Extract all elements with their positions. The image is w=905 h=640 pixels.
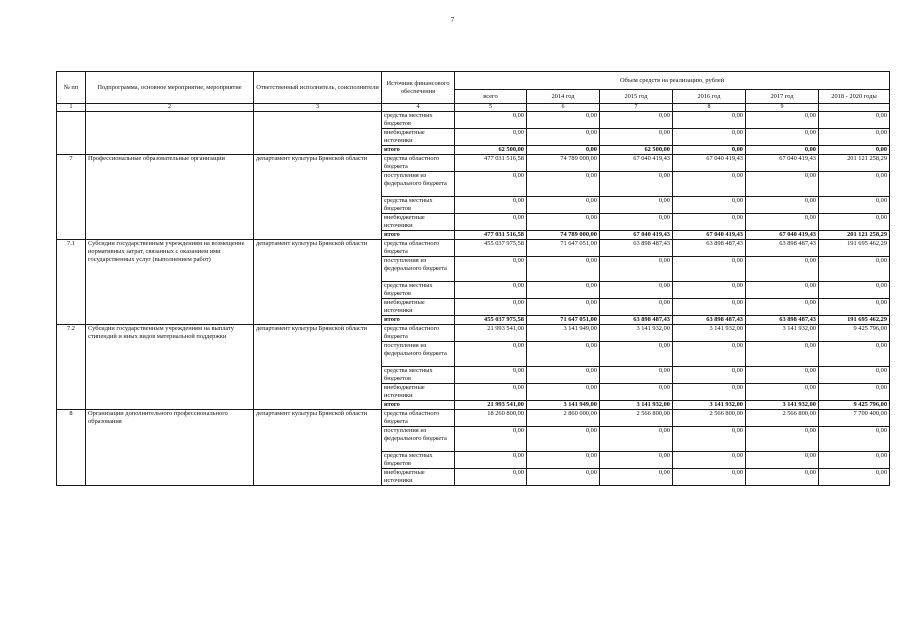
amount-cell: 0,00 [746,172,819,197]
amount-cell: 2 566 800,00 [600,410,673,427]
amount-cell: 0,00 [455,282,527,299]
amount-cell: 0,00 [527,172,600,197]
amount-cell: 0,00 [600,172,673,197]
program-name: Субсидии государственным учреждениям на выплату стипендий и иных видов материальной поддержки [86,325,254,410]
amount-cell: 2 566 800,00 [746,410,819,427]
amount-cell: 0,00 [819,384,890,401]
amount-cell: 0,00 [673,427,746,452]
amount-cell: 0,00 [746,452,819,469]
amount-cell: 0,00 [673,469,746,486]
amount-cell: 63 898 487,43 [673,316,746,325]
column-index: 7 [600,104,673,112]
amount-cell: 0,00 [746,342,819,367]
executor-name [254,112,382,155]
amount-cell: 0,00 [673,367,746,384]
funding-source: средства областного бюджета [382,155,455,172]
amount-cell: 3 141 932,00 [746,401,819,410]
amount-cell: 7 700 400,00 [819,410,890,427]
table-row [57,410,890,427]
amount-cell: 3 141 949,00 [527,325,600,342]
funding-source: итого [382,146,455,155]
amount-cell: 18 260 800,00 [455,410,527,427]
column-index [819,104,890,112]
budget-table [56,71,890,486]
amount-cell: 0,00 [819,214,890,231]
row-number: 8 [57,410,86,486]
row-number [57,112,86,155]
amount-cell: 3 141 932,00 [746,325,819,342]
amount-cell: 0,00 [673,112,746,129]
header-year-2017: 2017 год [746,90,819,104]
amount-cell: 0,00 [600,129,673,146]
amount-cell: 62 500,00 [455,146,527,155]
amount-cell: 0,00 [600,367,673,384]
amount-cell: 0,00 [527,214,600,231]
header-year-total: всего [455,90,527,104]
amount-cell: 0,00 [673,299,746,316]
amount-cell: 0,00 [746,112,819,129]
amount-cell: 0,00 [455,342,527,367]
funding-source: итого [382,316,455,325]
column-index: 3 [254,104,382,112]
amount-cell: 0,00 [455,129,527,146]
amount-cell: 0,00 [819,129,890,146]
amount-cell: 0,00 [746,282,819,299]
amount-cell: 3 141 932,00 [673,401,746,410]
amount-cell: 0,00 [746,146,819,155]
amount-cell: 0,00 [819,257,890,282]
column-index: 5 [455,104,527,112]
amount-cell: 0,00 [746,257,819,282]
program-name: Субсидии государственным учреждениям на возмещение нормативных затрат, связанных с оказанием ими государственных услуг (выполнением работ) [86,240,254,325]
executor-name: департамент культуры Брянской области [254,325,382,410]
row-number: 7.2 [57,325,86,410]
amount-cell: 0,00 [600,197,673,214]
header-volume: Объем средств на реализацию, рублей [455,72,890,90]
funding-source: поступления из федерального бюджета [382,172,455,197]
amount-cell: 0,00 [673,257,746,282]
amount-cell: 0,00 [455,299,527,316]
executor-name: департамент культуры Брянской области [254,155,382,240]
amount-cell: 0,00 [600,452,673,469]
funding-source: внебюджетные источники [382,299,455,316]
column-index: 2 [86,104,254,112]
amount-cell: 0,00 [819,427,890,452]
amount-cell: 0,00 [455,469,527,486]
amount-cell: 0,00 [600,282,673,299]
amount-cell: 67 040 419,43 [673,155,746,172]
amount-cell: 0,00 [600,112,673,129]
amount-cell: 3 141 932,00 [600,325,673,342]
amount-cell: 0,00 [673,197,746,214]
amount-cell: 63 898 487,43 [673,240,746,257]
column-index: 8 [673,104,746,112]
funding-source: средства областного бюджета [382,410,455,427]
column-index: 9 [746,104,819,112]
funding-source: средства областного бюджета [382,240,455,257]
amount-cell: 0,00 [527,129,600,146]
amount-cell: 0,00 [527,427,600,452]
funding-source: средства местных бюджетов [382,112,455,129]
amount-cell: 67 040 419,43 [600,231,673,240]
amount-cell: 0,00 [673,146,746,155]
amount-cell: 0,00 [455,197,527,214]
amount-cell: 0,00 [819,367,890,384]
amount-cell: 67 040 419,43 [600,155,673,172]
amount-cell: 0,00 [527,342,600,367]
amount-cell: 0,00 [819,197,890,214]
amount-cell: 0,00 [746,129,819,146]
header-program: Подпрограмма, основное мероприятие, мероприятие [86,72,254,104]
amount-cell: 191 695 462,29 [819,240,890,257]
amount-cell: 0,00 [673,384,746,401]
header-no: № пп [57,72,86,104]
program-name [86,112,254,155]
amount-cell: 0,00 [527,384,600,401]
amount-cell: 2 860 000,00 [527,410,600,427]
amount-cell: 191 695 462,29 [819,316,890,325]
amount-cell: 0,00 [746,197,819,214]
amount-cell: 3 141 932,00 [673,325,746,342]
column-index-row [57,104,890,112]
amount-cell: 0,00 [819,146,890,155]
table-body [57,112,890,486]
header-year-2018-2020: 2018 - 2020 годы [819,90,890,104]
funding-source: поступления из федерального бюджета [382,427,455,452]
column-index: 6 [527,104,600,112]
amount-cell: 0,00 [673,342,746,367]
amount-cell: 0,00 [673,452,746,469]
amount-cell: 63 898 487,43 [600,240,673,257]
amount-cell: 21 993 541,00 [455,401,527,410]
amount-cell: 63 898 487,43 [746,240,819,257]
amount-cell: 74 789 000,00 [527,231,600,240]
row-number: 7 [57,155,86,240]
header-year-2014: 2014 год [527,90,600,104]
amount-cell: 0,00 [819,299,890,316]
amount-cell: 67 040 419,43 [746,155,819,172]
funding-source: внебюджетные источники [382,384,455,401]
amount-cell: 201 121 258,29 [819,231,890,240]
amount-cell: 0,00 [600,257,673,282]
amount-cell: 0,00 [746,469,819,486]
amount-cell: 0,00 [673,129,746,146]
amount-cell: 0,00 [527,367,600,384]
amount-cell: 0,00 [746,427,819,452]
amount-cell: 0,00 [819,452,890,469]
funding-source: итого [382,231,455,240]
amount-cell: 3 141 932,00 [600,401,673,410]
funding-source: средства местных бюджетов [382,282,455,299]
amount-cell: 0,00 [527,197,600,214]
header-source: Источник финансового обеспечения [382,72,455,104]
amount-cell: 71 647 051,00 [527,240,600,257]
amount-cell: 63 898 487,43 [600,316,673,325]
table-row [57,112,890,129]
funding-source: итого [382,401,455,410]
amount-cell: 0,00 [527,112,600,129]
funding-source: средства местных бюджетов [382,452,455,469]
amount-cell: 0,00 [527,282,600,299]
amount-cell: 0,00 [746,367,819,384]
amount-cell: 0,00 [527,469,600,486]
amount-cell: 0,00 [455,452,527,469]
funding-source: средства местных бюджетов [382,197,455,214]
amount-cell: 67 040 419,43 [746,231,819,240]
amount-cell: 67 040 419,43 [673,231,746,240]
amount-cell: 0,00 [746,214,819,231]
executor-name: департамент культуры Брянской области [254,410,382,486]
amount-cell: 71 647 051,00 [527,316,600,325]
executor-name: департамент культуры Брянской области [254,240,382,325]
amount-cell: 9 425 796,00 [819,325,890,342]
amount-cell: 0,00 [527,257,600,282]
amount-cell: 63 898 487,43 [746,316,819,325]
header-executor: Ответственный исполнитель, соисполнители [254,72,382,104]
amount-cell: 0,00 [600,384,673,401]
column-index: 4 [382,104,455,112]
table-row [57,155,890,172]
amount-cell: 74 789 000,00 [527,155,600,172]
amount-cell: 201 121 258,29 [819,155,890,172]
amount-cell: 0,00 [527,452,600,469]
amount-cell: 21 993 541,00 [455,325,527,342]
amount-cell: 0,00 [746,299,819,316]
program-name: Организации дополнительного профессионального образования [86,410,254,486]
amount-cell: 477 031 516,58 [455,231,527,240]
amount-cell: 455 037 975,58 [455,316,527,325]
amount-cell: 0,00 [455,427,527,452]
amount-cell: 0,00 [455,257,527,282]
amount-cell: 0,00 [819,282,890,299]
amount-cell: 2 566 800,00 [673,410,746,427]
program-name: Профессиональные образовательные организации [86,155,254,240]
amount-cell: 0,00 [673,214,746,231]
amount-cell: 455 037 975,58 [455,240,527,257]
amount-cell: 0,00 [455,112,527,129]
amount-cell: 9 425 796,00 [819,401,890,410]
amount-cell: 0,00 [746,384,819,401]
funding-source: средства местных бюджетов [382,367,455,384]
table-row [57,325,890,342]
funding-source: внебюджетные источники [382,214,455,231]
amount-cell: 0,00 [819,112,890,129]
amount-cell: 0,00 [673,172,746,197]
amount-cell: 0,00 [455,172,527,197]
amount-cell: 0,00 [600,214,673,231]
amount-cell: 477 031 516,58 [455,155,527,172]
funding-source: поступления из федерального бюджета [382,257,455,282]
amount-cell: 0,00 [455,214,527,231]
funding-source: поступления из федерального бюджета [382,342,455,367]
amount-cell: 0,00 [600,427,673,452]
amount-cell: 0,00 [600,342,673,367]
amount-cell: 0,00 [455,384,527,401]
amount-cell: 0,00 [600,299,673,316]
amount-cell: 3 141 949,00 [527,401,600,410]
amount-cell: 0,00 [527,299,600,316]
amount-cell: 0,00 [600,469,673,486]
amount-cell: 0,00 [527,146,600,155]
amount-cell: 0,00 [455,367,527,384]
amount-cell: 62 500,00 [600,146,673,155]
funding-source: внебюджетные источники [382,129,455,146]
amount-cell: 0,00 [819,342,890,367]
funding-source: внебюджетные источники [382,469,455,486]
amount-cell: 0,00 [673,282,746,299]
row-number: 7.1 [57,240,86,325]
funding-source: средства областного бюджета [382,325,455,342]
header-year-2015: 2015 год [600,90,673,104]
page-number: 7 [450,16,455,24]
amount-cell: 0,00 [819,469,890,486]
amount-cell: 0,00 [819,172,890,197]
header-year-2016: 2016 год [673,90,746,104]
table-row [57,240,890,257]
column-index: 1 [57,104,86,112]
